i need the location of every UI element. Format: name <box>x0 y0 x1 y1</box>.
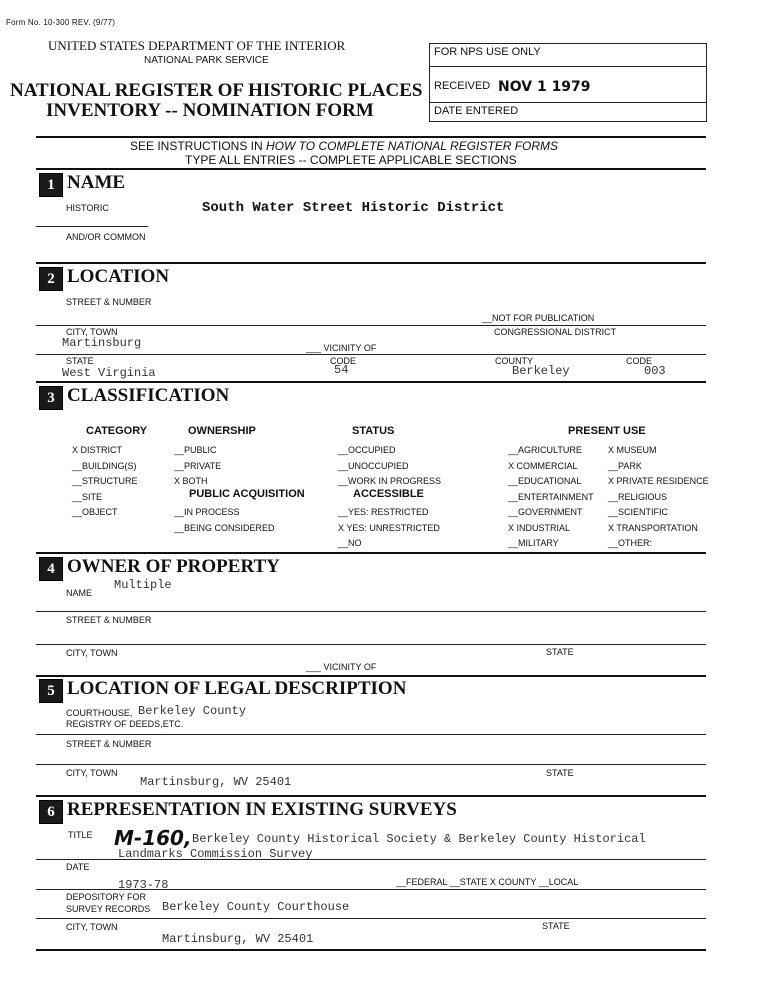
section-5-number: 5 <box>39 679 63 703</box>
depository-value: Berkeley County Courthouse <box>162 900 350 914</box>
category-list <box>72 443 138 521</box>
instructions-line1: SEE INSTRUCTIONS IN HOW TO COMPLETE NATIONAL REGISTER FORMS <box>130 139 559 153</box>
city-town-label: CITY, TOWN <box>66 327 118 337</box>
vicinity-of-label: ___ VICINITY OF <box>306 343 377 353</box>
section-4-title: OWNER OF PROPERTY <box>67 556 280 577</box>
section-2-number: 2 <box>39 267 63 291</box>
not-for-publication: __NOT FOR PUBLICATION <box>482 313 595 323</box>
owner-vicinity-label: ___ VICINITY OF <box>306 662 377 672</box>
received-label: RECEIVED <box>434 80 491 92</box>
survey-id: M-160, <box>114 826 192 850</box>
use-commercial: X COMMERCIAL <box>508 460 578 471</box>
legal-city-label: CITY, TOWN <box>66 768 118 778</box>
nps-use-box <box>429 43 707 122</box>
street-number-label: STREET & NUMBER <box>66 297 152 307</box>
survey-date-label: DATE <box>66 862 90 872</box>
ownership-public: __PUBLIC <box>174 445 217 455</box>
owner-name-label: NAME <box>66 588 93 598</box>
section-1-title: NAME <box>67 172 126 193</box>
nps-box-heading: FOR NPS USE ONLY <box>434 46 541 58</box>
use-transportation: X TRANSPORTATION <box>608 522 698 533</box>
survey-levels: __FEDERAL __STATE X COUNTY __LOCAL <box>396 877 579 887</box>
congressional-district-label: CONGRESSIONAL DISTRICT <box>494 327 617 337</box>
section-1-number: 1 <box>39 173 63 197</box>
use-industrial: X INDUSTRIAL <box>508 522 571 533</box>
county-code-value: 003 <box>644 364 666 378</box>
date-entered-label: DATE ENTERED <box>434 105 519 117</box>
status-unoccupied: __UNOCCUPIED <box>338 460 409 471</box>
accessible-restricted: __YES: RESTRICTED <box>338 507 429 517</box>
owner-city-label: CITY, TOWN <box>66 648 118 658</box>
status-heading: STATUS <box>352 425 395 437</box>
use-private-residence: X PRIVATE RESIDENCE <box>608 476 709 486</box>
category-district: X DISTRICT <box>72 445 123 455</box>
survey-title-value-line2: Landmarks Commission Survey <box>118 847 313 861</box>
depository-label-line1: DEPOSITORY FOR <box>66 892 147 902</box>
use-scientific: __SCIENTIFIC <box>608 507 669 517</box>
courthouse-value: Berkeley County <box>138 704 247 718</box>
courthouse-label: COURTHOUSE, <box>66 708 133 718</box>
survey-city-label: CITY, TOWN <box>66 922 118 932</box>
category-structure: __STRUCTURE <box>72 476 138 486</box>
historic-label: HISTORIC <box>66 203 109 213</box>
accessible-unrestricted: X YES: UNRESTRICTED <box>338 522 440 533</box>
owner-name-value: Multiple <box>114 578 172 592</box>
department-name: UNITED STATES DEPARTMENT OF THE INTERIOR <box>48 38 346 53</box>
use-military: __MILITARY <box>508 538 559 548</box>
section-5-title: LOCATION OF LEGAL DESCRIPTION <box>67 678 407 699</box>
section-6-title: REPRESENTATION IN EXISTING SURVEYS <box>67 799 457 820</box>
depository-label-line2: SURVEY RECORDS <box>66 904 151 914</box>
state-label: STATE <box>66 356 94 366</box>
form-title-line1: NATIONAL REGISTER OF HISTORIC PLACES <box>10 80 423 101</box>
state-value: West Virginia <box>62 366 156 380</box>
present-use-heading: PRESENT USE <box>568 425 646 437</box>
registry-label: REGISTRY OF DEEDS,ETC. <box>66 719 184 729</box>
survey-title-label: TITLE <box>68 830 93 840</box>
legal-street-label: STREET & NUMBER <box>66 739 152 749</box>
form-title-line2: INVENTORY -- NOMINATION FORM <box>46 100 374 121</box>
section-6-number: 6 <box>39 800 63 824</box>
category-buildings: __BUILDING(S) <box>72 460 137 471</box>
service-name: NATIONAL PARK SERVICE <box>144 55 269 66</box>
use-religious: __RELIGIOUS <box>608 491 668 502</box>
status-list <box>338 443 441 490</box>
section-3-number: 3 <box>39 386 63 410</box>
state-code-value: 54 <box>334 363 349 377</box>
use-agriculture: __AGRICULTURE <box>508 445 582 455</box>
section-2-title: LOCATION <box>67 266 170 287</box>
accessible-heading: ACCESSIBLE <box>353 488 424 500</box>
received-stamp: NOV 1 1979 <box>498 79 591 95</box>
code-label: CODE <box>330 356 357 366</box>
acq-being-considered: __BEING CONSIDERED <box>174 522 275 533</box>
form-number: Form No. 10-300 REV. (9/77) <box>6 18 116 27</box>
use-park: __PARK <box>608 460 642 471</box>
present-use-col1 <box>508 443 594 552</box>
legal-state-label: STATE <box>546 768 574 778</box>
category-site: __SITE <box>72 491 103 502</box>
public-acquisition-heading: PUBLIC ACQUISITION <box>189 488 305 500</box>
category-object: __OBJECT <box>72 507 118 517</box>
section-3-title: CLASSIFICATION <box>67 385 230 406</box>
use-entertainment: __ENTERTAINMENT <box>508 491 594 502</box>
survey-city-value: Martinsburg, WV 25401 <box>162 932 314 946</box>
use-other: __OTHER: <box>608 538 653 548</box>
acq-in-process: __IN PROCESS <box>174 507 240 517</box>
use-educational: __EDUCATIONAL <box>508 476 582 486</box>
survey-state-label: STATE <box>542 921 570 931</box>
city-value: Martinsburg <box>62 336 142 350</box>
ownership-heading: OWNERSHIP <box>188 425 256 437</box>
owner-street-label: STREET & NUMBER <box>66 615 152 625</box>
accessible-list <box>338 505 440 552</box>
instructions-line2: TYPE ALL ENTRIES -- COMPLETE APPLICABLE SECTIONS <box>185 153 517 167</box>
ownership-private: __PRIVATE <box>174 460 222 471</box>
use-museum: X MUSEUM <box>608 445 657 455</box>
ownership-both: X BOTH <box>174 476 208 486</box>
legal-city-value: Martinsburg, WV 25401 <box>140 775 292 789</box>
status-occupied: __OCCUPIED <box>338 445 396 455</box>
use-government: __GOVERNMENT <box>508 507 583 517</box>
common-name-label: AND/OR COMMON <box>66 232 146 242</box>
category-heading: CATEGORY <box>86 425 148 437</box>
survey-date-value: 1973-78 <box>118 878 169 892</box>
historic-name-value: South Water Street Historic District <box>202 200 505 216</box>
public-acquisition-list <box>174 505 275 536</box>
section-4-number: 4 <box>39 557 63 581</box>
present-use-col2 <box>608 443 709 552</box>
status-work-in-progress: __WORK IN PROGRESS <box>338 476 442 486</box>
accessible-no: __NO <box>338 538 362 548</box>
owner-state-label: STATE <box>546 647 574 657</box>
county-value: Berkeley <box>512 364 570 378</box>
ownership-list <box>174 443 221 490</box>
county-code-label: CODE <box>626 356 653 366</box>
county-label: COUNTY <box>495 356 533 366</box>
survey-title-value: Berkeley County Historical Society & Berkeley County Historical <box>192 832 646 846</box>
